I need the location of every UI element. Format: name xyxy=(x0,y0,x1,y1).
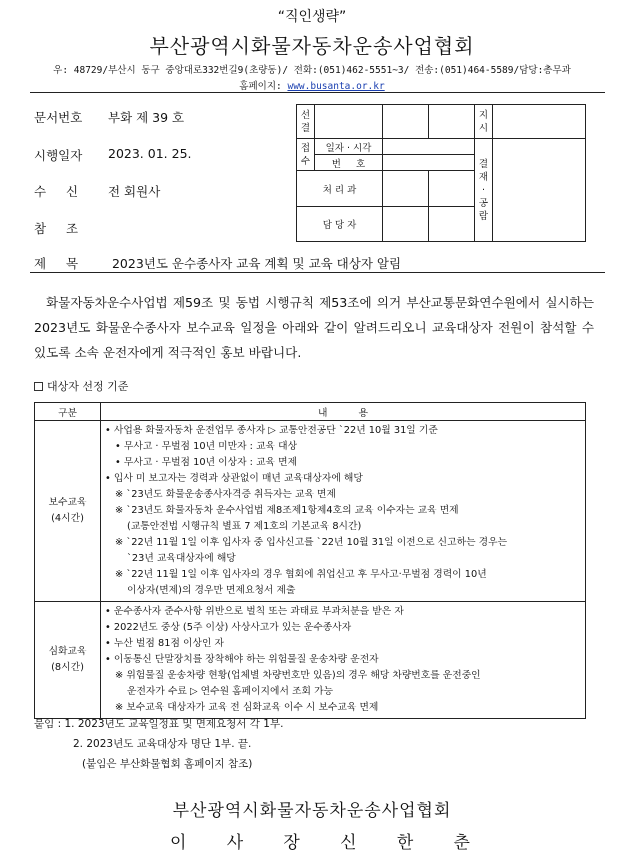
attachment-line-1: 붙임 : 1. 2023년도 교육일정표 및 면제요청서 각 1부. xyxy=(34,718,284,730)
category-cell: 심화교육 (8시간) xyxy=(35,602,101,719)
motto: “직인생략” xyxy=(277,9,347,25)
content-line: `23년 교육대상자에 해당 xyxy=(127,553,236,564)
content-line: • 무사고 · 무벌점 10년 미만자 : 교육 대상 xyxy=(115,441,298,452)
content-line: ※ `23년도 화물운송종사자격증 취득자는 교육 면제 xyxy=(115,489,336,500)
subject-value: 2023년도 운수종사자 교육 계획 및 교육 대상자 알림 xyxy=(111,256,402,271)
content-line: • 2022년도 중상 (5주 이상) 사상사고가 있는 운수종사자 xyxy=(105,622,352,633)
homepage-link[interactable]: www.busanta.or.kr xyxy=(287,81,385,92)
content-line: ※ 위험물질 운송차량 현황(업체별 차량번호만 있음)의 경우 해당 차량번호를 운전중인 xyxy=(115,670,481,681)
content-cell xyxy=(101,602,586,719)
content-line: ※ `22년 11월 1일 이후 입사자 중 입사신고를 `22년 10월 31일 이전으로 신고하는 경우는 xyxy=(115,537,508,548)
content-line: • 무사고 · 무벌점 10년 이상자 : 교육 면제 xyxy=(115,457,298,468)
content-line: ※ `23년도 화물자동차 운수사업법 제8조제1항제4호의 교육 이수자는 교육 면제 xyxy=(115,505,459,516)
recipient-value: 전 회원사 xyxy=(108,184,161,199)
homepage-line xyxy=(0,78,624,92)
subject-divider xyxy=(30,272,605,273)
section-heading: 대상자 선정 기준 xyxy=(34,378,128,394)
address-line: 우: 48729/부산시 동구 중앙대로332번길9(초량동)/ 전화:(051)462-5551~3/ 전송:(051)464-5589/담당:총무과 xyxy=(53,65,571,76)
table-row xyxy=(35,602,586,719)
org-title: 부산광역시화물자동차운송사업협회 xyxy=(149,34,475,58)
category-cell: 보수교육 (4시간) xyxy=(35,421,101,602)
approval-person: 담 당 자 xyxy=(297,207,383,242)
content-line: • 사업용 화물자동차 운전업무 종사자 ▷ 교통안전공단 `22년 10월 31일 기준 xyxy=(105,425,438,436)
homepage-label: 홈페이지: xyxy=(239,81,282,92)
approval-number: 번 호 xyxy=(315,155,383,171)
content-line: 이상자(면제)의 경우만 면제요청서 제출 xyxy=(127,585,296,596)
checkbox-icon xyxy=(34,382,43,391)
date-value: 2023. 01. 25. xyxy=(108,146,192,161)
criteria-table xyxy=(34,402,586,719)
approval-datetime: 일자 · 시각 xyxy=(315,139,383,155)
content-line: • 입사 미 보고자는 경력과 상관없이 매년 교육대상자에 해당 xyxy=(105,473,363,484)
subject-row xyxy=(34,254,401,272)
date-label: 시행일자 xyxy=(34,148,83,163)
header-category: 구분 xyxy=(35,403,101,421)
header-divider xyxy=(30,92,605,93)
approval-process-dept: 처 리 과 xyxy=(297,171,383,207)
subject-label: 제 목 xyxy=(34,256,79,271)
approval-seongyeol: 선 결 xyxy=(297,105,315,139)
content-cell xyxy=(101,421,586,602)
content-line: ※ `22년 11월 1일 이후 입사자의 경우 협회에 취업신고 후 무사고·무벌점 경력이 10년 xyxy=(115,569,487,580)
approval-table xyxy=(296,104,586,242)
content-line: • 누산 벌점 81점 이상인 자 xyxy=(105,638,224,649)
approval-jisi: 지 시 xyxy=(475,105,493,139)
attachment-line-2: 2. 2023년도 교육대상자 명단 1부. 끝. xyxy=(73,738,252,750)
content-line: • 이동통신 단말장치를 장착해야 하는 위험물질 운송차량 운전자 xyxy=(105,654,379,665)
doc-number-label: 문서번호 xyxy=(34,110,83,125)
body-paragraph: 화물자동차운수사업법 제59조 및 동법 시행규칙 제53조에 의거 부산교통문화연수원에서 실시하는 2023년도 화물운수종사자 보수교육 일정을 아래와 같이 알려드리오니 교육대상자 전원이 참석할 수 있도록 소속 운전자에게 적극적인 홍보 바랍니다. xyxy=(34,295,594,360)
approval-jeopsu: 접 수 xyxy=(297,139,315,171)
content-line: 운전자가 수료 ▷ 연수원 홈페이지에서 조회 가능 xyxy=(127,686,334,697)
content-line: ※ 보수교육 대상자가 교육 전 심화교육 이수 시 보수교육 면제 xyxy=(115,702,379,713)
doc-number-value: 부화 제 39 호 xyxy=(108,110,185,125)
signer-name: 이 사 장 신 한 춘 xyxy=(170,833,470,853)
approval-gyeoljae-gongram: 결 재 · 공 람 xyxy=(475,139,493,242)
table-row xyxy=(35,421,586,602)
header-content: 내 용 xyxy=(101,403,586,421)
reference-label: 참 조 xyxy=(34,221,79,236)
recipient-label: 수 신 xyxy=(34,184,79,199)
footer-org-name: 부산광역시화물자동차운송사업협회 xyxy=(172,801,452,821)
content-line: • 운수종사자 준수사항 위반으로 벌칙 또는 과태료 부과처분을 받은 자 xyxy=(105,606,404,617)
content-line: (교통안전법 시행규칙 별표 7 제1호의 기본교육 8시간) xyxy=(127,521,362,532)
attachment-line-3: (붙임은 부산화물협회 홈페이지 참조) xyxy=(82,758,253,770)
